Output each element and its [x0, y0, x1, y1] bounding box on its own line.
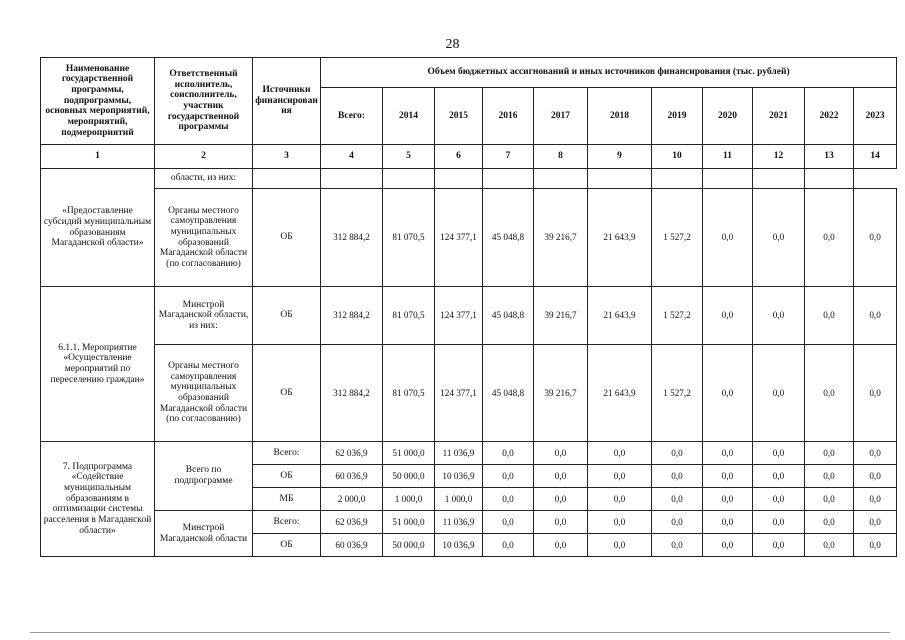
value-cell: 60 036,9: [321, 465, 383, 488]
value-cell: 0,0: [652, 511, 703, 534]
value-cell: 0,0: [483, 442, 534, 465]
value-cell: 11 036,9: [435, 442, 483, 465]
funding-source: ОБ: [253, 534, 321, 557]
value-cell: 312 884,2: [321, 345, 383, 442]
value-cell: 1 000,0: [383, 488, 435, 511]
value-cell: 62 036,9: [321, 511, 383, 534]
funding-source: Всего:: [253, 511, 321, 534]
value-cell: 0,0: [588, 465, 652, 488]
value-cell: 0,0: [703, 511, 753, 534]
executor-cell: Минстрой Магаданской области, из них:: [155, 287, 253, 345]
column-number: 8: [534, 145, 588, 169]
column-number: 13: [805, 145, 854, 169]
value-cell: 0,0: [753, 442, 805, 465]
column-number: 5: [383, 145, 435, 169]
value-cell: 1 527,2: [652, 287, 703, 345]
subprogram-name: 7. Подпрограмма «Содействие муниципальным образованиям в оптимизации системы расселения в Магаданской области»: [41, 442, 155, 557]
value-cell: 50 000,0: [383, 465, 435, 488]
measure-name: 6.1.1. Мероприятие «Осуществление мероприятий по переселению граждан»: [41, 287, 155, 442]
value-cell: 0,0: [854, 442, 897, 465]
value-cell: 0,0: [805, 442, 854, 465]
column-number: 2: [155, 145, 253, 169]
column-number: 10: [652, 145, 703, 169]
value-cell: 0,0: [753, 511, 805, 534]
value-cell: 39 216,7: [534, 345, 588, 442]
value-cell: 0,0: [753, 488, 805, 511]
value-cell: 0,0: [805, 534, 854, 557]
funding-source: ОБ: [253, 465, 321, 488]
column-number: 7: [483, 145, 534, 169]
value-cell: 0,0: [652, 465, 703, 488]
funding-source: ОБ: [253, 345, 321, 442]
value-cell: 60 036,9: [321, 534, 383, 557]
executor-cell: Органы местного самоуправления муниципальных образований Магаданской области (по согласованию): [155, 189, 253, 287]
value-cell: 0,0: [753, 189, 805, 287]
value-cell: 0,0: [483, 534, 534, 557]
value-cell: 51 000,0: [383, 442, 435, 465]
value-cell: 39 216,7: [534, 287, 588, 345]
value-cell: 0,0: [588, 534, 652, 557]
value-cell: 0,0: [483, 465, 534, 488]
header-year: 2021: [753, 88, 805, 145]
value-cell: 0,0: [854, 189, 897, 287]
value-cell: 45 048,8: [483, 345, 534, 442]
value-cell: 0,0: [483, 511, 534, 534]
value-cell: 1 000,0: [435, 488, 483, 511]
value-cell: 0,0: [854, 511, 897, 534]
value-cell: 0,0: [652, 534, 703, 557]
value-cell: 45 048,8: [483, 287, 534, 345]
value-cell: 0,0: [703, 488, 753, 511]
value-cell: 0,0: [805, 488, 854, 511]
value-cell: 1 527,2: [652, 345, 703, 442]
page-number: 28: [445, 37, 460, 52]
executor-cell: Минстрой Магаданской области: [155, 511, 253, 557]
value-cell: 0,0: [854, 488, 897, 511]
header-budget-group: Объем бюджетных ассигнований и иных источников финансирования (тыс. рублей): [321, 58, 897, 88]
funding-source: Всего:: [253, 442, 321, 465]
header-year: 2019: [652, 88, 703, 145]
column-number: 6: [435, 145, 483, 169]
column-number: 11: [703, 145, 753, 169]
value-cell: 0,0: [805, 511, 854, 534]
column-number: 3: [253, 145, 321, 169]
value-cell: 0,0: [483, 488, 534, 511]
value-cell: 0,0: [854, 287, 897, 345]
value-cell: 0,0: [805, 189, 854, 287]
value-cell: 81 070,5: [383, 189, 435, 287]
value-cell: 0,0: [534, 511, 588, 534]
header-year: 2016: [483, 88, 534, 145]
value-cell: 50 000,0: [383, 534, 435, 557]
column-number: 4: [321, 145, 383, 169]
executor-cell: Органы местного самоуправления муниципальных образований Магаданской области (по согласованию): [155, 345, 253, 442]
value-cell: 0,0: [703, 287, 753, 345]
value-cell: 0,0: [588, 488, 652, 511]
value-cell: 0,0: [534, 534, 588, 557]
header-year: 2014: [383, 88, 435, 145]
budget-table: [40, 57, 897, 557]
value-cell: 124 377,1: [435, 345, 483, 442]
column-number: 12: [753, 145, 805, 169]
value-cell: 10 036,9: [435, 534, 483, 557]
header-year: 2020: [703, 88, 753, 145]
value-cell: 0,0: [703, 345, 753, 442]
value-cell: 51 000,0: [383, 511, 435, 534]
value-cell: 21 643,9: [588, 189, 652, 287]
column-number: 14: [854, 145, 897, 169]
value-cell: 0,0: [652, 442, 703, 465]
header-name-column: Наименование государственной программы, подпрограммы, основных мероприятий, мероприятий, подмероприятий: [41, 58, 155, 145]
value-cell: 312 884,2: [321, 189, 383, 287]
header-total: Всего:: [321, 88, 383, 145]
value-cell: 2 000,0: [321, 488, 383, 511]
value-cell: 124 377,1: [435, 287, 483, 345]
value-cell: 0,0: [805, 287, 854, 345]
funding-source: МБ: [253, 488, 321, 511]
value-cell: 11 036,9: [435, 511, 483, 534]
value-cell: 0,0: [534, 442, 588, 465]
value-cell: 0,0: [753, 287, 805, 345]
funding-source: ОБ: [253, 287, 321, 345]
value-cell: 0,0: [805, 345, 854, 442]
value-cell: 0,0: [753, 465, 805, 488]
value-cell: 21 643,9: [588, 287, 652, 345]
measure-name: «Предоставление субсидий муниципальным образованиям Магаданской области»: [41, 169, 155, 287]
header-year: 2017: [534, 88, 588, 145]
value-cell: 10 036,9: [435, 465, 483, 488]
value-cell: 0,0: [534, 465, 588, 488]
header-year: 2022: [805, 88, 854, 145]
header-year: 2018: [588, 88, 652, 145]
value-cell: 21 643,9: [588, 345, 652, 442]
value-cell: 0,0: [703, 442, 753, 465]
value-cell: 0,0: [753, 534, 805, 557]
page-bottom-rule: [30, 632, 890, 633]
value-cell: 0,0: [652, 488, 703, 511]
value-cell: 0,0: [534, 488, 588, 511]
value-cell: 1 527,2: [652, 189, 703, 287]
value-cell: 0,0: [854, 534, 897, 557]
column-number: 9: [588, 145, 652, 169]
header-source-column: Источники финансирования: [253, 58, 321, 145]
funding-source: ОБ: [253, 189, 321, 287]
value-cell: 312 884,2: [321, 287, 383, 345]
value-cell: 0,0: [854, 345, 897, 442]
value-cell: 81 070,5: [383, 287, 435, 345]
value-cell: 0,0: [703, 189, 753, 287]
header-year: 2023: [854, 88, 897, 145]
header-executor-column: Ответственный исполнитель, соисполнитель, участник государственной программы: [155, 58, 253, 145]
header-year: 2015: [435, 88, 483, 145]
value-cell: 0,0: [588, 442, 652, 465]
value-cell: 0,0: [703, 465, 753, 488]
value-cell: 62 036,9: [321, 442, 383, 465]
value-cell: 81 070,5: [383, 345, 435, 442]
value-cell: 45 048,8: [483, 189, 534, 287]
executor-cell: Всего по подпрограмме: [155, 442, 253, 511]
value-cell: 124 377,1: [435, 189, 483, 287]
value-cell: 39 216,7: [534, 189, 588, 287]
value-cell: 0,0: [805, 465, 854, 488]
value-cell: 0,0: [854, 465, 897, 488]
column-number: 1: [41, 145, 155, 169]
value-cell: 0,0: [703, 534, 753, 557]
value-cell: 0,0: [588, 511, 652, 534]
value-cell: 0,0: [753, 345, 805, 442]
executor-cell: области, из них:: [155, 169, 253, 189]
